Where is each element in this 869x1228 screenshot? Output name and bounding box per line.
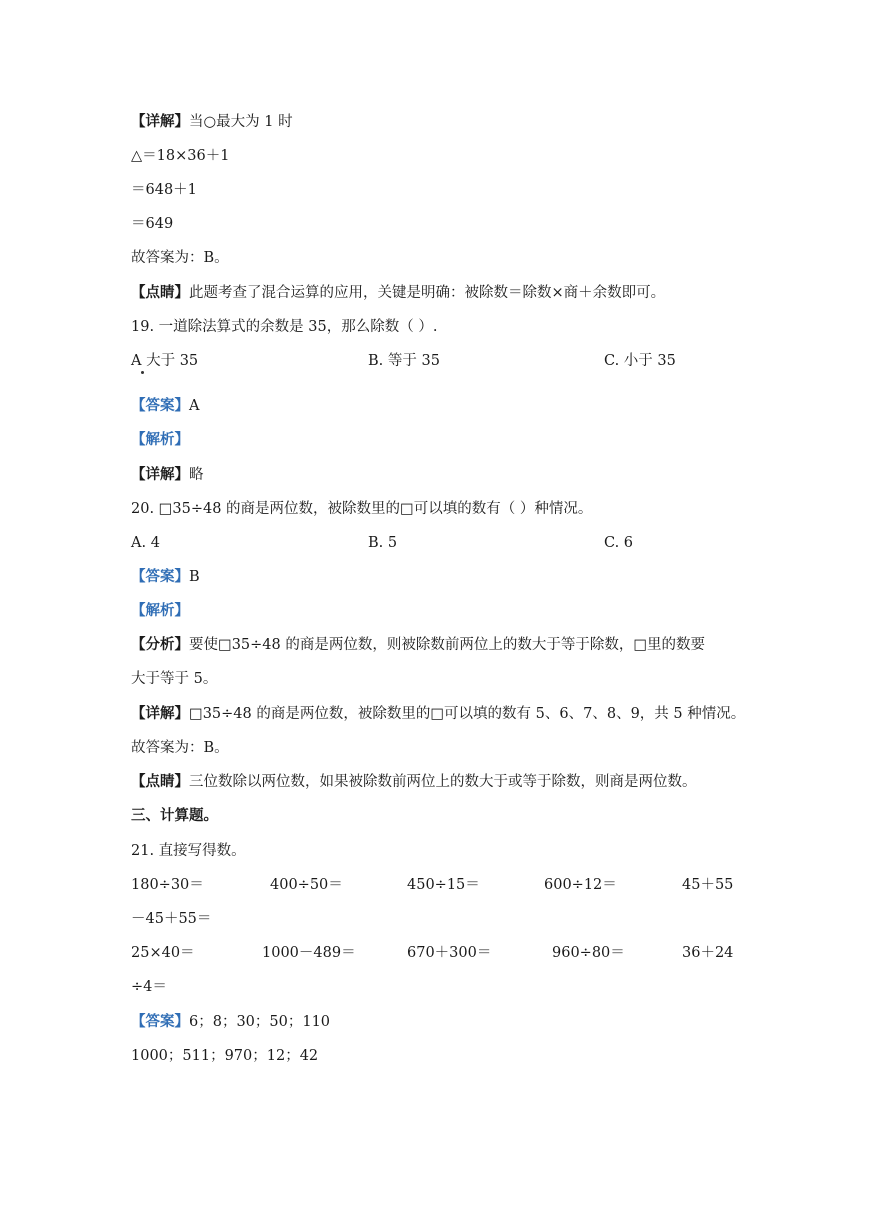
q18-calc-line-2: ＝648＋1 — [131, 182, 197, 198]
q19-option-b: B. 等于 35 — [368, 353, 440, 369]
q21-problem: 670＋300＝ — [407, 945, 492, 961]
q19-option-c: C. 小于 35 — [604, 353, 676, 369]
q20-comment-line — [131, 772, 697, 792]
q20-option-b: B. 5 — [368, 535, 398, 551]
q18-comment-line — [131, 283, 665, 303]
q20-analysis-line — [131, 601, 189, 621]
comment-tag: 【点睛】 — [131, 284, 189, 301]
answer-value: B — [189, 569, 200, 585]
q18-answer-line: 故答案为：B。 — [131, 250, 229, 266]
q18-calc-line-1: △＝18×36＋1 — [131, 148, 230, 164]
q21-problem-continuation: ÷4＝ — [131, 979, 167, 995]
q19-detail-line — [131, 465, 204, 485]
q21-problem: 960÷80＝ — [552, 945, 625, 961]
q21-answer-line — [131, 1012, 330, 1032]
analysis-detail-text: 要使□35÷48 的商是两位数，则被除数前两位上的数大于等于除数，□里的数要 — [189, 637, 706, 653]
q19-answer-line — [131, 396, 199, 416]
section-heading: 三、计算题。 — [131, 807, 218, 824]
analysis-tag: 【解析】 — [131, 431, 189, 448]
comment-text: 三位数除以两位数，如果被除数前两位上的数大于或等于除数，则商是两位数。 — [189, 774, 697, 790]
q21-problem: 600÷12＝ — [544, 877, 617, 893]
detail-tag: 【详解】 — [131, 466, 189, 483]
q21-problem: 1000－489＝ — [262, 945, 356, 961]
q21-problem: 25×40＝ — [131, 945, 195, 961]
comment-text: 此题考查了混合运算的应用，关键是明确：被除数＝除数×商＋余数即可。 — [189, 285, 666, 301]
detail-tag: 【详解】 — [131, 113, 189, 130]
analysis-detail-tag: 【分析】 — [131, 636, 189, 653]
q21-stem: 21. 直接写得数。 — [131, 843, 246, 859]
detail-text: □35÷48 的商是两位数，被除数里的□可以填的数有 5、6、7、8、9，共 5 种情况。 — [189, 706, 746, 722]
q19-option-a: A 大于 35 — [131, 353, 199, 369]
q18-calc-line-3: ＝649 — [131, 216, 174, 232]
q20-analysis-detail-line-2: 大于等于 5。 — [131, 671, 218, 687]
q21-answer-line-2: 1000；511；970；12；42 — [131, 1048, 319, 1064]
q20-stem: 20. □35÷48 的商是两位数，被除数里的□可以填的数有（ ）种情况。 — [131, 501, 593, 517]
q21-problem: 180÷30＝ — [131, 877, 204, 893]
q21-problem: 400÷50＝ — [270, 877, 343, 893]
detail-tag: 【详解】 — [131, 705, 189, 722]
answer-tag: 【答案】 — [131, 568, 189, 585]
q20-option-a: A. 4 — [131, 535, 160, 551]
q19-stem: 19. 一道除法算式的余数是 35，那么除数（ ）. — [131, 319, 438, 335]
q20-answer-line — [131, 567, 200, 587]
analysis-tag: 【解析】 — [131, 602, 189, 619]
answer-value: 6；8；30；50；110 — [189, 1014, 331, 1030]
detail-text: 略 — [189, 467, 204, 483]
answer-value: A — [189, 398, 200, 414]
q21-problem: 450÷15＝ — [407, 877, 480, 893]
answer-tag: 【答案】 — [131, 1013, 189, 1030]
q21-problem-continuation: －45＋55＝ — [131, 911, 212, 927]
detail-text: 当○最大为 1 时 — [189, 114, 293, 130]
q21-problem: 36＋24 — [682, 945, 734, 961]
q20-detail-line — [131, 704, 745, 724]
q18-detail-line — [131, 112, 293, 132]
answer-tag: 【答案】 — [131, 397, 189, 414]
q20-final-line: 故答案为：B。 — [131, 740, 229, 756]
q19-analysis-line — [131, 430, 189, 450]
q21-problem: 45＋55 — [682, 877, 734, 893]
comment-tag: 【点睛】 — [131, 773, 189, 790]
bullet-dot — [141, 371, 144, 374]
q20-analysis-detail-line — [131, 635, 705, 655]
q20-option-c: C. 6 — [604, 535, 634, 551]
